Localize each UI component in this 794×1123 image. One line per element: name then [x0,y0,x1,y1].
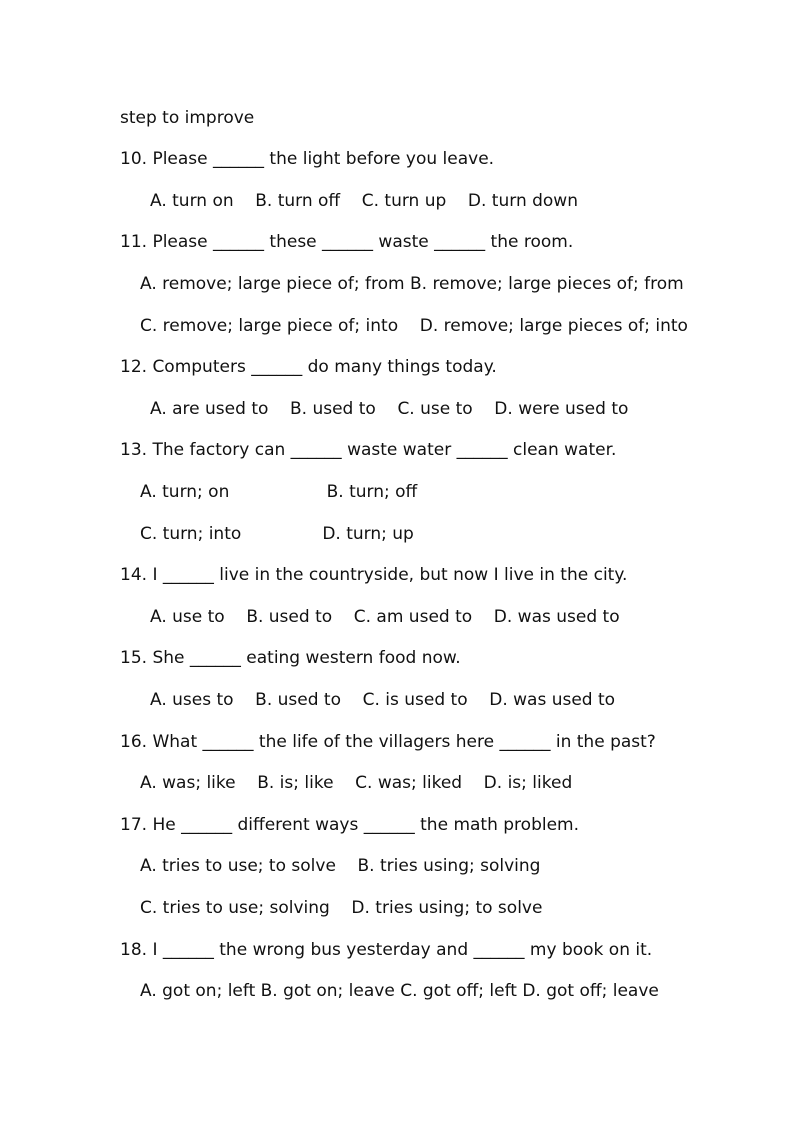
question-16-stem: 16. What ______ the life of the villagers here ______ in the past? [120,732,656,752]
question-13-options-cd: C. turn; into D. turn; up [140,524,414,544]
question-17-options-ab: A. tries to use; to solve B. tries using; solving [140,856,541,876]
question-11-options-cd: C. remove; large piece of; into D. remove; large pieces of; into [140,316,688,336]
question-11-options-ab: A. remove; large piece of; from B. remove; large pieces of; from [140,274,684,294]
question-15-options: A. uses to B. used to C. is used to D. was used to [150,690,616,710]
question-14-options: A. use to B. used to C. am used to D. was used to [150,607,620,627]
question-17-options-cd: C. tries to use; solving D. tries using; to solve [140,898,543,918]
question-18-options: A. got on; left B. got on; leave C. got off; left D. got off; leave [140,981,659,1001]
question-16-options: A. was; like B. is; like C. was; liked D. is; liked [140,773,573,793]
question-18-stem: 18. I ______ the wrong bus yesterday and ______ my book on it. [120,940,653,960]
question-13-options-ab: A. turn; on B. turn; off [140,482,418,502]
question-12-stem: 12. Computers ______ do many things today. [120,357,497,377]
text-line-continuation: step to improve [120,108,255,128]
question-10-options: A. turn on B. turn off C. turn up D. turn down [150,191,578,211]
question-15-stem: 15. She ______ eating western food now. [120,648,461,668]
question-17-stem: 17. He ______ different ways ______ the math problem. [120,815,580,835]
question-13-stem: 13. The factory can ______ waste water ______ clean water. [120,440,617,460]
question-11-stem: 11. Please ______ these ______ waste ______ the room. [120,232,574,252]
question-14-stem: 14. I ______ live in the countryside, but now I live in the city. [120,565,628,585]
question-10-stem: 10. Please ______ the light before you leave. [120,149,495,169]
question-12-options: A. are used to B. used to C. use to D. were used to [150,399,629,419]
